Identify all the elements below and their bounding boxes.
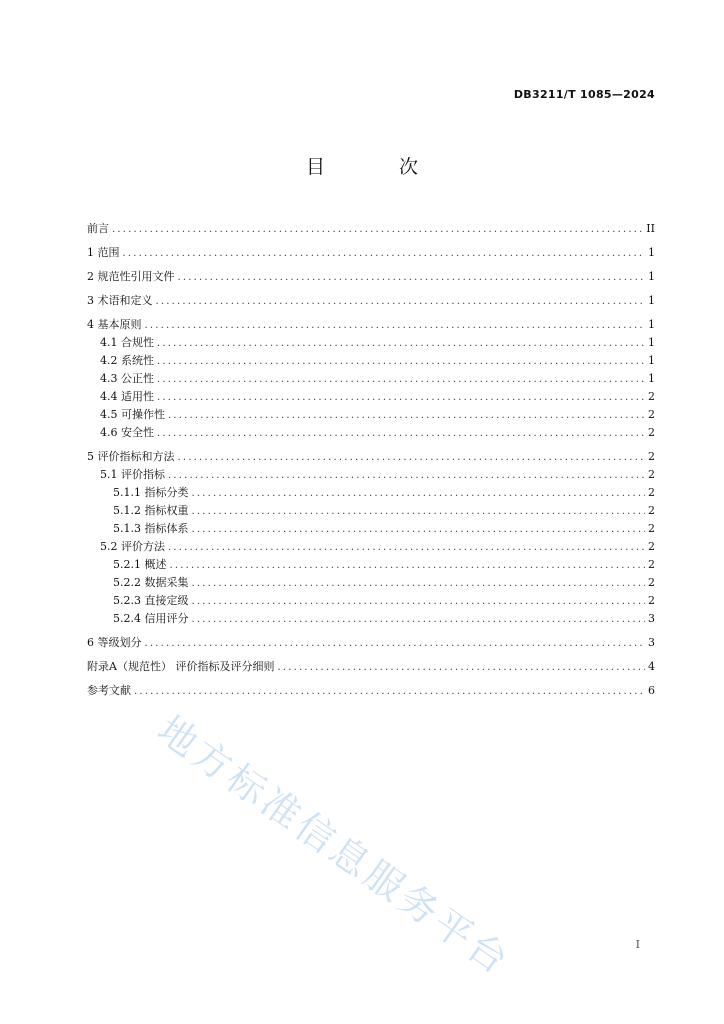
toc-entry[interactable] (87, 406, 655, 424)
toc-entry-label: 5.2.3 直接定级 (113, 594, 189, 607)
toc-entry-page: 1 (648, 336, 655, 349)
toc-leader-dots (123, 245, 646, 263)
toc-entry[interactable] (87, 682, 655, 700)
toc-leader-dots (170, 557, 646, 575)
toc-entry-page: 2 (648, 408, 655, 421)
toc-entry[interactable] (87, 220, 655, 238)
toc-entry-page: 2 (648, 576, 655, 589)
toc-entry-label: 4 基本原则 (87, 318, 142, 331)
toc-leader-dots (157, 389, 645, 407)
toc-entry-page: 2 (648, 504, 655, 517)
toc-entry-page: 2 (648, 522, 655, 535)
toc-leader-dots (178, 449, 646, 467)
toc-leader-dots (192, 575, 646, 593)
toc-entry[interactable] (87, 574, 655, 592)
toc-entry-page: 1 (648, 246, 655, 259)
toc-entry[interactable] (87, 658, 655, 676)
toc-entry-label: 5.1.1 指标分类 (113, 486, 189, 499)
toc-entry-label: 5.1 评价指标 (100, 468, 165, 481)
toc-leader-dots (145, 317, 646, 335)
toc-entry-label: 5.2.4 信用评分 (113, 612, 189, 625)
toc-entry-label: 4.5 可操作性 (100, 408, 165, 421)
toc-entry-page: 2 (648, 594, 655, 607)
toc-entry-page: II (646, 222, 655, 235)
toc-entry-label: 5.1.2 指标权重 (113, 504, 189, 517)
toc-entry-label: 2 规范性引用文件 (87, 270, 175, 283)
toc-entry[interactable] (87, 634, 655, 652)
toc-leader-dots (192, 593, 646, 611)
toc-entry-page: 2 (648, 486, 655, 499)
toc-entry-page: 3 (648, 612, 655, 625)
toc-leader-dots (157, 425, 645, 443)
toc-entry-page: 1 (648, 354, 655, 367)
toc-entry-label: 4.3 公正性 (100, 372, 154, 385)
standard-code: DB3211/T 1085—2024 (513, 88, 655, 101)
toc-entry-page: 1 (648, 270, 655, 283)
toc-entry-label: 5.1.3 指标体系 (113, 522, 189, 535)
toc-entry[interactable] (87, 316, 655, 334)
toc-leader-dots (168, 539, 645, 557)
toc-entry-label: 4.1 合规性 (100, 336, 154, 349)
toc-leader-dots (178, 269, 646, 287)
toc-leader-dots (192, 611, 646, 629)
toc-entry[interactable] (87, 502, 655, 520)
toc-entry[interactable] (87, 370, 655, 388)
toc-entry-label: 前言 (87, 222, 109, 235)
toc-entry-page: 1 (648, 372, 655, 385)
toc-entry-label: 5.2 评价方法 (100, 540, 165, 553)
toc-entry[interactable] (87, 424, 655, 442)
toc-entry[interactable] (87, 292, 655, 310)
toc-leader-dots (192, 521, 646, 539)
toc-entry-page: 3 (648, 636, 655, 649)
toc-entry-label: 5.2.1 概述 (113, 558, 167, 571)
toc-entry-label: 1 范围 (87, 246, 120, 259)
toc-entry-page: 2 (648, 450, 655, 463)
toc-entry-page: 1 (648, 318, 655, 331)
toc-entry[interactable] (87, 466, 655, 484)
toc-entry[interactable] (87, 268, 655, 286)
toc-leader-dots (112, 221, 643, 239)
toc-entry-label: 5 评价指标和方法 (87, 450, 175, 463)
toc-leader-dots (134, 683, 645, 701)
toc-entry-page: 6 (648, 684, 655, 697)
toc-entry-label: 6 等级划分 (87, 636, 142, 649)
toc-entry-page: 2 (648, 390, 655, 403)
toc-leader-dots (192, 503, 646, 521)
toc-leader-dots (168, 407, 645, 425)
toc-entry-page: 2 (648, 558, 655, 571)
toc-entry-label: 参考文献 (87, 684, 131, 697)
toc-entry[interactable] (87, 388, 655, 406)
toc-entry[interactable] (87, 484, 655, 502)
toc-leader-dots (156, 293, 646, 311)
toc-entry[interactable] (87, 352, 655, 370)
toc-entry-label: 3 术语和定义 (87, 294, 153, 307)
watermark: 地方标准信息服务平台 (149, 707, 519, 985)
toc-leader-dots (192, 485, 646, 503)
toc-entry-page: 2 (648, 426, 655, 439)
toc-leader-dots (157, 353, 645, 371)
toc-entry[interactable] (87, 610, 655, 628)
toc-entry-label: 附录A（规范性） 评价指标及评分细则 (87, 660, 275, 673)
toc-entry[interactable] (87, 592, 655, 610)
toc-entry-page: 1 (648, 294, 655, 307)
toc-leader-dots (145, 635, 646, 653)
table-of-contents (87, 220, 655, 700)
toc-leader-dots (277, 659, 645, 677)
toc-entry-page: 2 (648, 468, 655, 481)
toc-entry[interactable] (87, 448, 655, 466)
toc-leader-dots (157, 371, 645, 389)
toc-entry-label: 5.2.2 数据采集 (113, 576, 189, 589)
page-number: I (635, 938, 640, 951)
toc-entry[interactable] (87, 556, 655, 574)
toc-entry-label: 4.4 适用性 (100, 390, 154, 403)
toc-entry[interactable] (87, 334, 655, 352)
toc-entry-page: 2 (648, 540, 655, 553)
toc-entry[interactable] (87, 538, 655, 556)
toc-entry-label: 4.2 系统性 (100, 354, 154, 367)
toc-leader-dots (157, 335, 645, 353)
toc-title: 目 次 (305, 156, 453, 178)
toc-entry-page: 4 (648, 660, 655, 673)
toc-entry[interactable] (87, 244, 655, 262)
toc-entry-label: 4.6 安全性 (100, 426, 154, 439)
toc-entry[interactable] (87, 520, 655, 538)
toc-leader-dots (168, 467, 645, 485)
